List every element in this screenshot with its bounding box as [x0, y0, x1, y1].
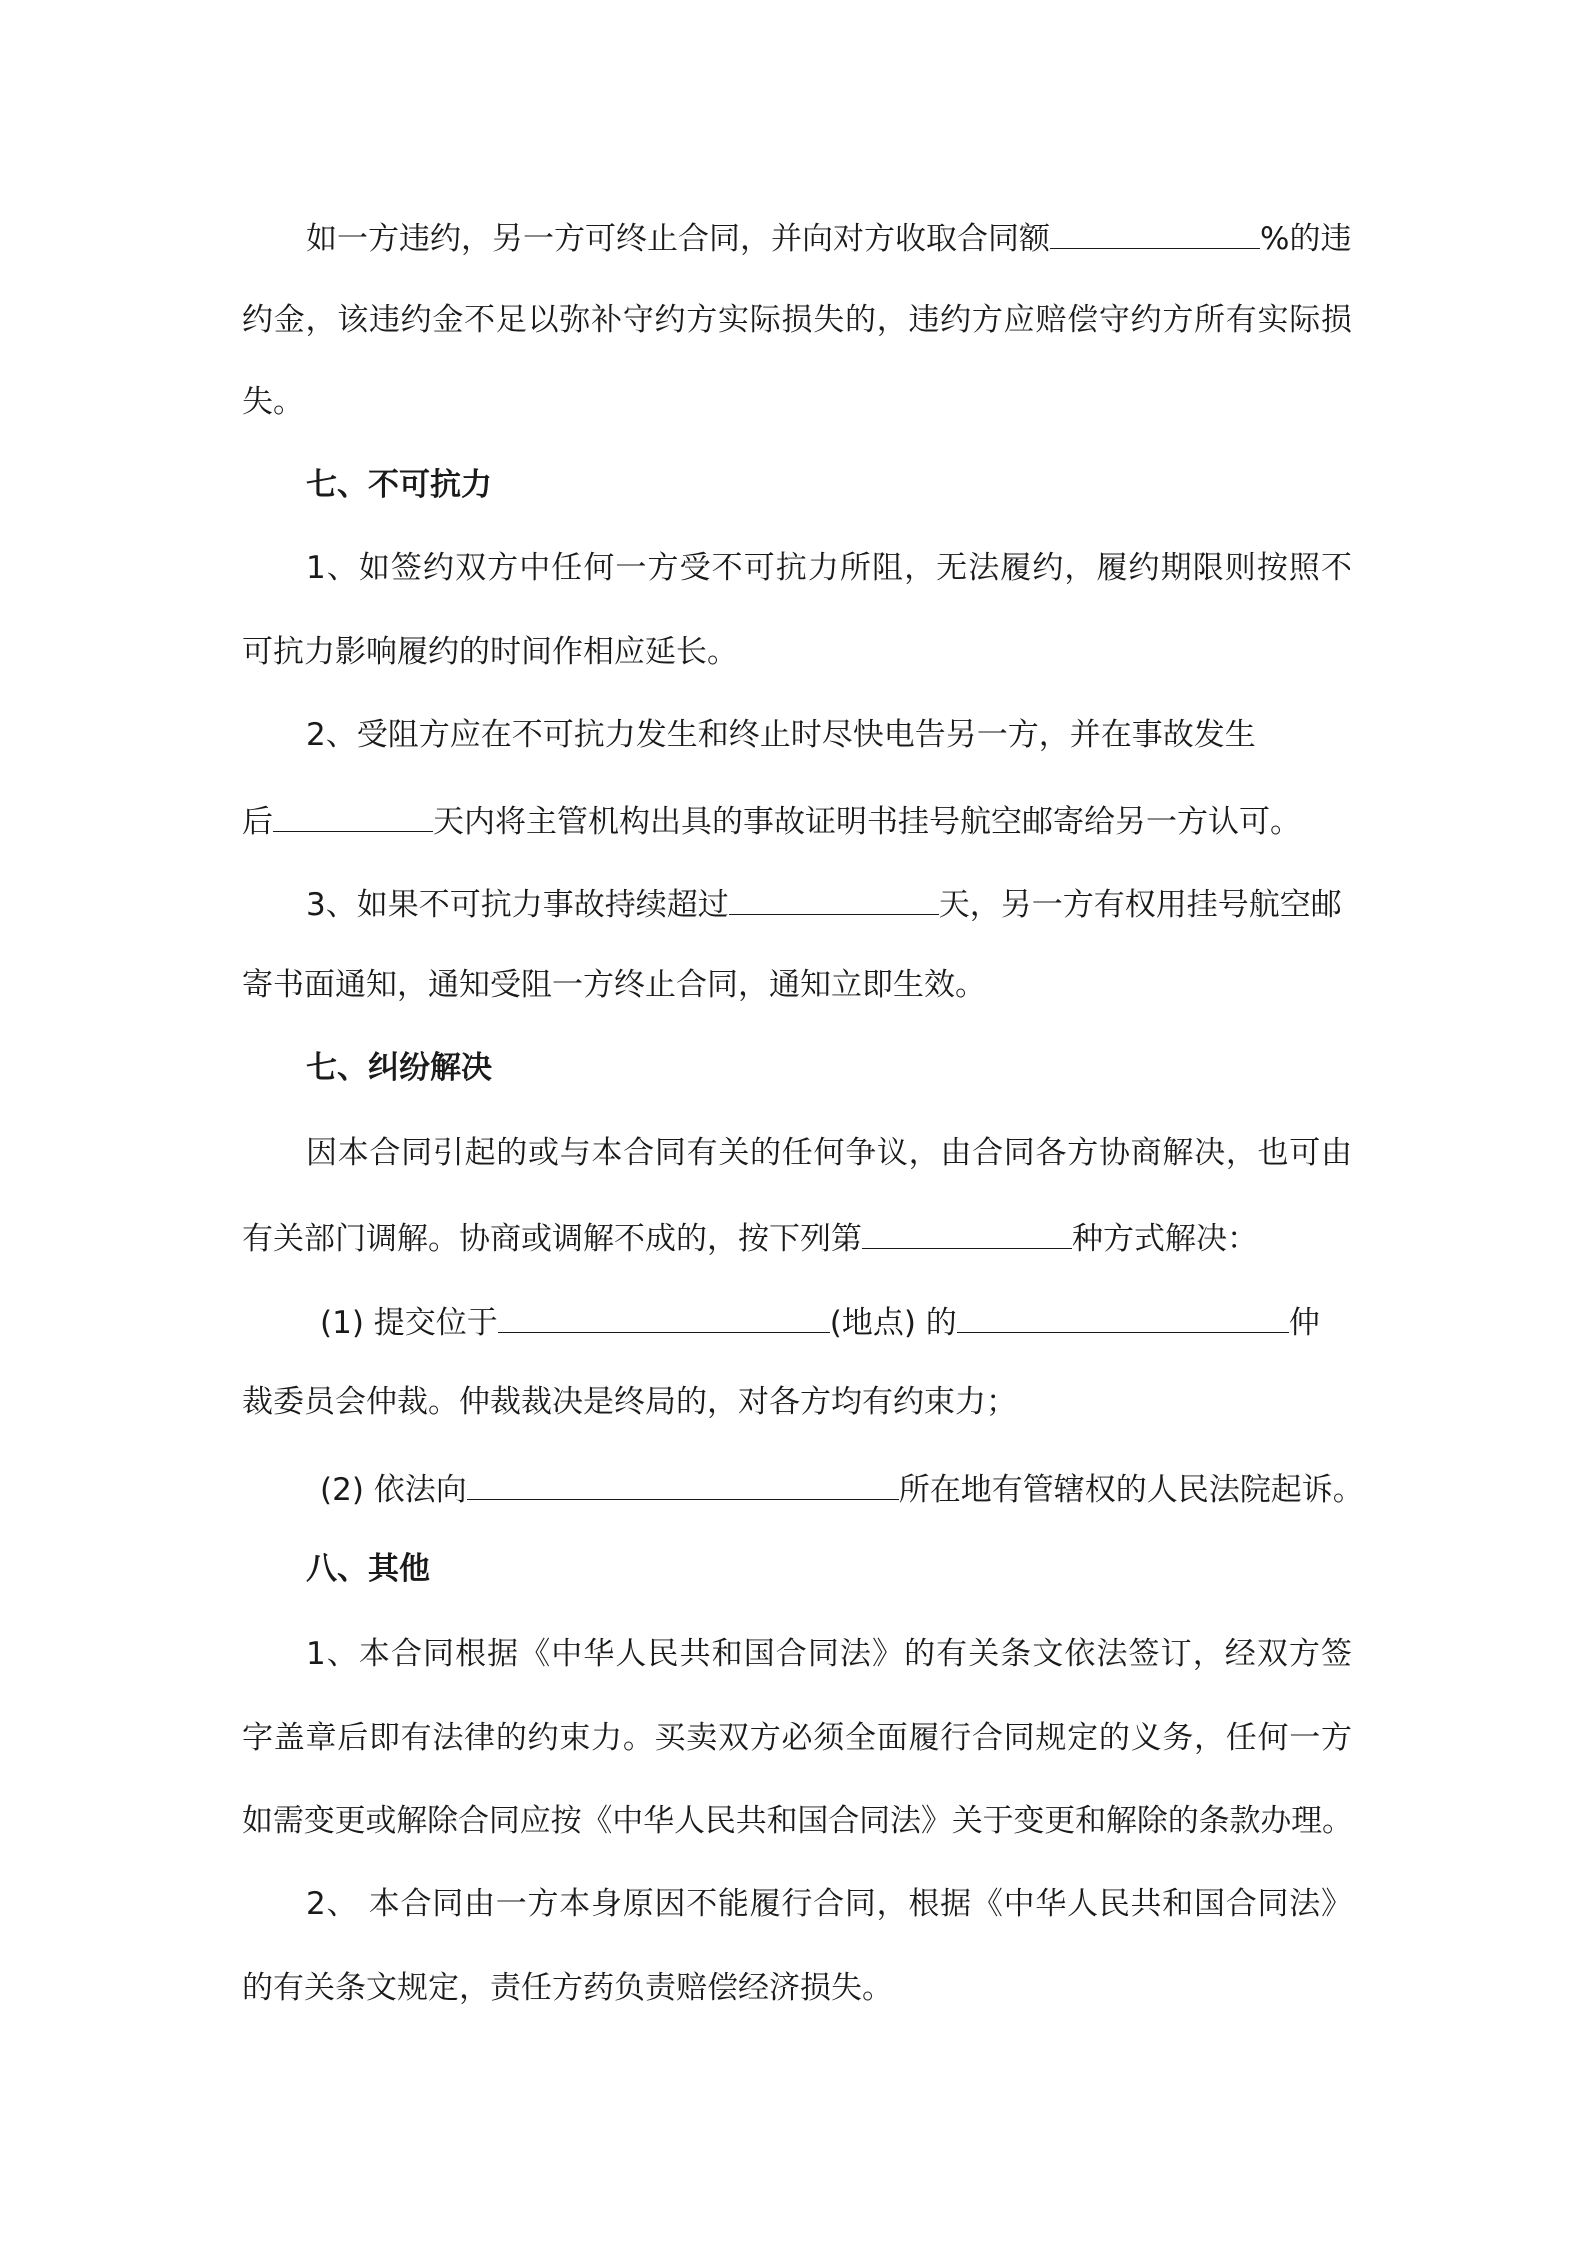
paragraph-penalty-line-1	[306, 214, 1351, 258]
section-heading-other: 八、其他	[306, 1551, 430, 1587]
penalty-text-start: 如一方违约，另一方可终止合同，并向对方收取合同额	[306, 221, 1050, 257]
clause-force-majeure-1-line-2: 可抗力影响履约的时间作相应延长。	[242, 634, 738, 670]
arbitration-option-line-2: 裁委员会仲裁。仲裁裁决是终局的，对各方均有约束力；	[242, 1384, 1017, 1420]
section-heading-dispute: 七、纠纷解决	[306, 1050, 492, 1086]
section-heading-force-majeure: 七、不可抗力	[306, 467, 492, 503]
penalty-percent-blank[interactable]	[1050, 214, 1260, 249]
dispute-paragraph-line-1: 因本合同引起的或与本合同有关的任何争议，由合同各方协商解决，也可由	[306, 1135, 1352, 1171]
paragraph-penalty-line-2: 约金，该违约金不足以弥补守约方实际损失的，违约方应赔偿守约方所有实际损	[242, 302, 1352, 338]
notice-days-prefix: 后	[242, 804, 273, 840]
clause-force-majeure-2-line-1: 2、受阻方应在不可抗力发生和终止时尽快电告另一方，并在事故发生	[306, 717, 1256, 753]
litigation-court-blank[interactable]	[467, 1465, 899, 1500]
duration-text-start: 3、如果不可抗力事故持续超过	[306, 887, 729, 923]
dispute-paragraph-line-2	[242, 1214, 1258, 1258]
dispute-method-blank[interactable]	[862, 1214, 1072, 1249]
other-clause-1-line-1: 1、本合同根据《中华人民共和国合同法》的有关条文依法签订，经双方签	[306, 1636, 1352, 1672]
clause-force-majeure-1-line-1: 1、如签约双方中任何一方受不可抗力所阻，无法履约，履约期限则按照不	[306, 550, 1352, 586]
notice-days-blank[interactable]	[273, 797, 433, 832]
penalty-text-end: %的违	[1260, 221, 1352, 257]
notice-days-text: 天内将主管机构出具的事故证明书挂号航空邮寄给另一方认可。	[433, 804, 1301, 840]
dispute-method-text: 有关部门调解。协商或调解不成的，按下列第	[242, 1221, 862, 1257]
other-clause-2-line-2: 的有关条文规定，责任方药负责赔偿经济损失。	[242, 1970, 893, 2006]
clause-force-majeure-3-line-1	[306, 880, 1342, 924]
litigation-prefix: (2) 依法向	[320, 1472, 467, 1508]
other-clause-1-line-3: 如需变更或解除合同应按《中华人民共和国合同法》关于变更和解除的条款办理。	[242, 1803, 1352, 1839]
arbitration-location-blank[interactable]	[498, 1298, 830, 1333]
litigation-option-line	[320, 1465, 1364, 1509]
dispute-method-suffix: 种方式解决：	[1072, 1221, 1258, 1257]
litigation-suffix: 所在地有管辖权的人民法院起诉。	[898, 1472, 1364, 1508]
arbitration-prefix: (1) 提交位于	[320, 1305, 498, 1341]
arbitration-suffix: 仲	[1288, 1305, 1320, 1341]
arbitration-committee-blank[interactable]	[957, 1298, 1289, 1333]
duration-days-blank[interactable]	[729, 880, 939, 915]
paragraph-penalty-line-3: 失。	[242, 384, 304, 420]
arbitration-location-label: (地点) 的	[829, 1305, 957, 1341]
duration-text-end: 天，另一方有权用挂号航空邮	[938, 887, 1342, 923]
clause-force-majeure-2-line-2	[242, 797, 1301, 841]
other-clause-1-line-2: 字盖章后即有法律的约束力。买卖双方必须全面履行合同规定的义务，任何一方	[242, 1720, 1352, 1756]
arbitration-option-line-1	[320, 1298, 1320, 1342]
other-clause-2-line-1: 2、 本合同由一方本身原因不能履行合同，根据《中华人民共和国合同法》	[306, 1886, 1352, 1922]
clause-force-majeure-3-line-2: 寄书面通知，通知受阻一方终止合同，通知立即生效。	[242, 967, 986, 1003]
